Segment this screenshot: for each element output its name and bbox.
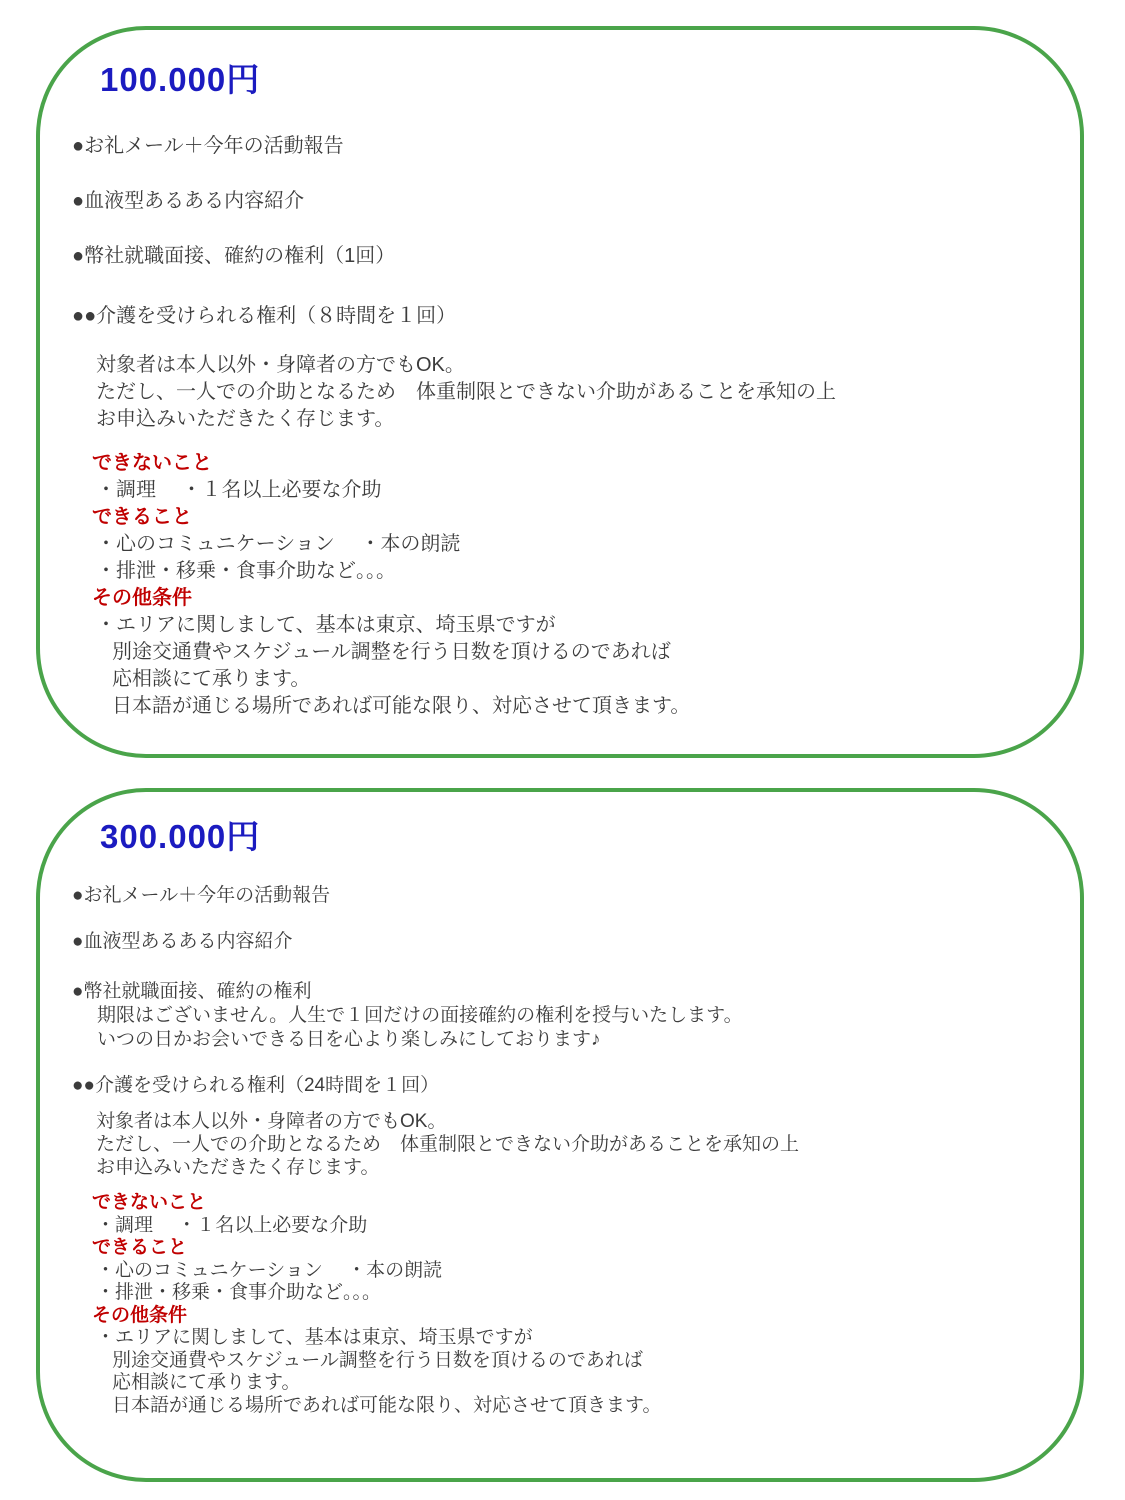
- care-notice-line: ただし、一人での介助となるため 体重制限とできない介助があることを承知の上: [96, 1134, 800, 1155]
- cannot-heading: できないこと: [92, 1192, 207, 1213]
- care-notice: [96, 352, 1080, 433]
- can-heading: できること: [92, 1237, 188, 1258]
- care-notice-line: お申込みいただきたく存じます。: [96, 408, 395, 430]
- can-item: ・心のコミュニケーション ・本の朗読: [96, 533, 461, 555]
- interview-detail-line: 期限はございません。人生で１回だけの面接確約の権利を授与いたします。: [97, 1005, 743, 1026]
- other-conditions-line: 別途交通費やスケジュール調整を行う日数を頂けるのであれば: [112, 1349, 643, 1371]
- other-conditions-line: 日本語が通じる場所であれば可能な限り、対応させて頂きます。: [112, 1394, 662, 1416]
- cannot-item: ・調理 ・１名以上必要な介助: [96, 1214, 368, 1236]
- reward-bullet: ●血液型あるある内容紹介: [72, 931, 293, 952]
- reward-bullet-care: ●●介護を受けられる権利（８時間を１回）: [72, 305, 457, 327]
- reward-bullet-interview: ●幣社就職面接、確約の権利: [72, 981, 312, 1002]
- can-item: ・排泄・移乗・食事介助など。。。: [96, 560, 396, 582]
- care-notice-line: ただし、一人での介助となるため 体重制限とできない介助があることを承知の上: [96, 381, 836, 403]
- other-conditions-line: 応相談にて承ります。: [112, 668, 311, 690]
- reward-bullet: ●血液型あるある内容紹介: [72, 190, 305, 212]
- care-notice-line: 対象者は本人以外・身障者の方でもOK。: [96, 1111, 447, 1132]
- other-conditions-heading: その他条件: [92, 587, 192, 609]
- tier-card-300000: [36, 788, 1084, 1482]
- other-conditions-heading: その他条件: [92, 1304, 188, 1326]
- conditions-section: [92, 1192, 1080, 1417]
- conditions-section: [92, 450, 1080, 720]
- care-notice-line: お申込みいただきたく存じます。: [96, 1157, 380, 1178]
- other-conditions-line: 別途交通費やスケジュール調整を行う日数を頂けるのであれば: [112, 641, 671, 663]
- tier-price-title: 300.000円: [100, 818, 261, 855]
- interview-detail-line: いつの日かお会いできる日を心より楽しみにしております♪: [97, 1029, 601, 1050]
- care-notice: [96, 1110, 1080, 1179]
- cannot-heading: できないこと: [92, 452, 212, 474]
- tier-price-title: 100.000円: [100, 61, 261, 98]
- tier-card-100000: [36, 26, 1084, 758]
- cannot-item: ・調理 ・１名以上必要な介助: [96, 479, 382, 501]
- reward-bullet: ●お礼メール＋今年の活動報告: [72, 885, 331, 906]
- other-conditions-line: ・エリアに関しまして、基本は東京、埼玉県ですが: [96, 614, 556, 636]
- other-conditions-line: ・エリアに関しまして、基本は東京、埼玉県ですが: [96, 1327, 533, 1348]
- can-item: ・心のコミュニケーション ・本の朗読: [96, 1259, 443, 1281]
- care-notice-line: 対象者は本人以外・身障者の方でもOK。: [96, 354, 465, 376]
- other-conditions-line: 応相談にて承ります。: [112, 1372, 301, 1393]
- reward-bullet: ●幣社就職面接、確約の権利（1回）: [72, 245, 396, 267]
- can-heading: できること: [92, 506, 192, 528]
- reward-bullet-care: ●●介護を受けられる権利（24時間を１回）: [72, 1075, 440, 1096]
- can-item: ・排泄・移乗・食事介助など。。。: [96, 1282, 382, 1303]
- other-conditions-line: 日本語が通じる場所であれば可能な限り、対応させて頂きます。: [112, 695, 691, 717]
- reward-bullet: ●お礼メール＋今年の活動報告: [72, 135, 344, 157]
